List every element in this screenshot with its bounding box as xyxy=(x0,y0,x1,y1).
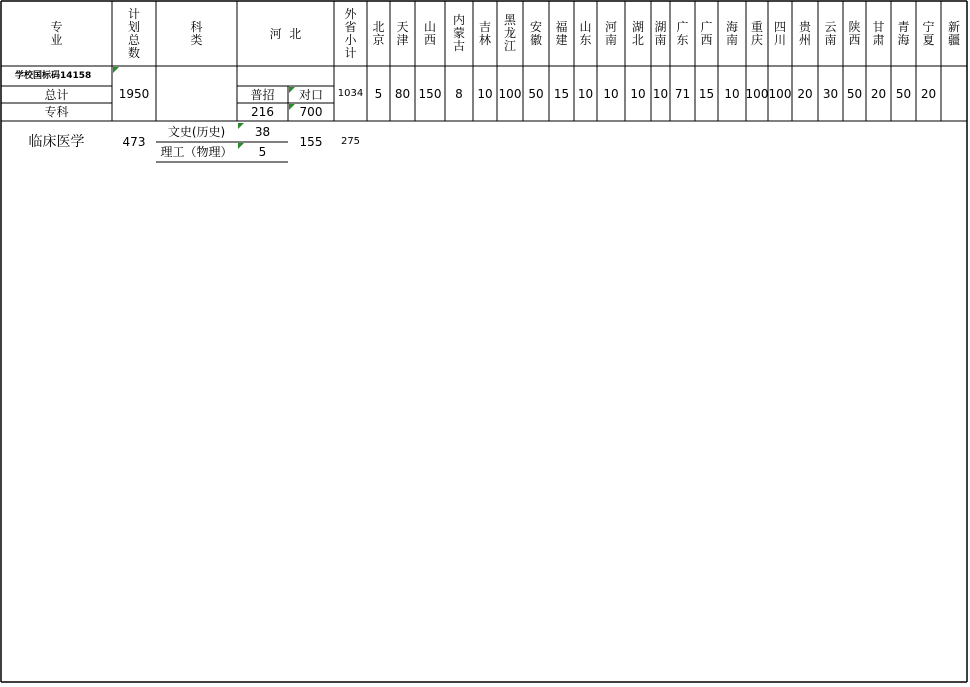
summary-province-value: 20 xyxy=(797,86,813,101)
cell-flag-marker xyxy=(238,123,244,129)
summary-province-value: 50 xyxy=(528,86,544,101)
summary-province-value: 20 xyxy=(920,86,937,101)
school-code: 学校国标码14158 xyxy=(15,70,92,81)
header-province-14: 广 西 xyxy=(700,19,713,47)
summary-province-value: 10 xyxy=(652,86,669,101)
summary-puzhao-label: 普招 xyxy=(250,87,275,102)
summary-puzhao-value: 216 xyxy=(251,105,274,119)
header-province-4: 内 蒙 古 xyxy=(452,13,465,53)
summary-province-value: 15 xyxy=(553,86,570,101)
summary-province-value: 100 xyxy=(768,86,792,101)
summary-province-value: 100 xyxy=(498,86,522,101)
header-province-16: 重 庆 xyxy=(750,19,763,47)
header-other-province-total: 外 省 小 计 xyxy=(344,6,357,60)
summary-zhuanke-label: 专科 xyxy=(44,105,69,119)
summary-duikou-label: 对口 xyxy=(298,87,323,102)
cell-flag-marker xyxy=(289,87,295,93)
cell-flag-marker xyxy=(238,143,244,149)
summary-province-value: 50 xyxy=(895,86,912,101)
summary-province-value: 10 xyxy=(630,86,646,101)
cell-flag-marker xyxy=(289,104,295,110)
track-label: 文史(历史) xyxy=(167,125,226,139)
hebei-puzhao-value: 38 xyxy=(254,125,271,139)
summary-province-value: 10 xyxy=(477,86,493,101)
summary-province-value: 5 xyxy=(374,86,383,101)
summary-province-value: 30 xyxy=(822,86,839,101)
summary-province-value: 10 xyxy=(577,86,594,101)
header-province-18: 贵 州 xyxy=(798,19,811,47)
cell-flag-marker xyxy=(113,67,119,73)
header-province-15: 海 南 xyxy=(725,19,738,47)
header-hebei: 河 北 xyxy=(269,26,302,41)
header-province-20: 陕 西 xyxy=(848,19,861,47)
header-province-5: 吉 林 xyxy=(478,19,491,47)
track-label: 理工（物理） xyxy=(160,145,233,159)
summary-duikou-value: 700 xyxy=(299,105,323,119)
header-province-3: 山 西 xyxy=(423,19,436,47)
header-province-24: 新 疆 xyxy=(947,19,960,47)
header-plan-total: 计 划 总 数 xyxy=(127,6,140,60)
header-province-13: 广 东 xyxy=(676,19,689,47)
hebei-puzhao-value: 5 xyxy=(258,145,267,159)
header-province-23: 宁 夏 xyxy=(922,19,935,47)
header-province-10: 河 南 xyxy=(604,19,617,47)
major-name: 临床医学 xyxy=(28,134,85,150)
summary-province-value: 150 xyxy=(418,86,442,101)
header-province-9: 山 东 xyxy=(579,19,592,47)
summary-province-value: 8 xyxy=(455,86,463,101)
summary-province-value: 50 xyxy=(846,86,863,101)
header-province-6: 黑 龙 江 xyxy=(503,13,516,53)
summary-province-value xyxy=(941,66,967,121)
header-province-17: 四 川 xyxy=(773,19,786,47)
header-province-22: 青 海 xyxy=(897,19,910,47)
summary-total-label: 总计 xyxy=(44,87,69,102)
major-total: 473 xyxy=(122,135,146,149)
header-province-19: 云 南 xyxy=(824,19,837,47)
header-province-2: 天 津 xyxy=(396,19,409,47)
header-province-12: 湖 南 xyxy=(654,19,667,47)
summary-province-value: 100 xyxy=(745,86,769,101)
summary-plan-total: 1950 xyxy=(118,86,150,101)
header-category: 科 类 xyxy=(190,19,203,47)
header-major: 专 业 xyxy=(50,19,63,47)
summary-province-value: 80 xyxy=(394,86,411,101)
summary-province-value: 20 xyxy=(870,86,887,101)
header-province-11: 湖 北 xyxy=(631,19,644,47)
summary-other-total: 1034 xyxy=(337,87,364,99)
header-province-7: 安 徽 xyxy=(529,19,542,47)
summary-province-value: 10 xyxy=(724,86,740,101)
summary-province-value: 15 xyxy=(698,86,715,101)
summary-province-value: 71 xyxy=(674,86,691,101)
major-hebei-duikou: 155 xyxy=(299,135,323,149)
summary-province-value: 10 xyxy=(603,86,619,101)
header-province-1: 北 京 xyxy=(372,19,385,47)
header-province-21: 甘 肃 xyxy=(872,19,885,47)
major-other-total: 275 xyxy=(340,136,361,147)
header-province-8: 福 建 xyxy=(555,19,568,47)
